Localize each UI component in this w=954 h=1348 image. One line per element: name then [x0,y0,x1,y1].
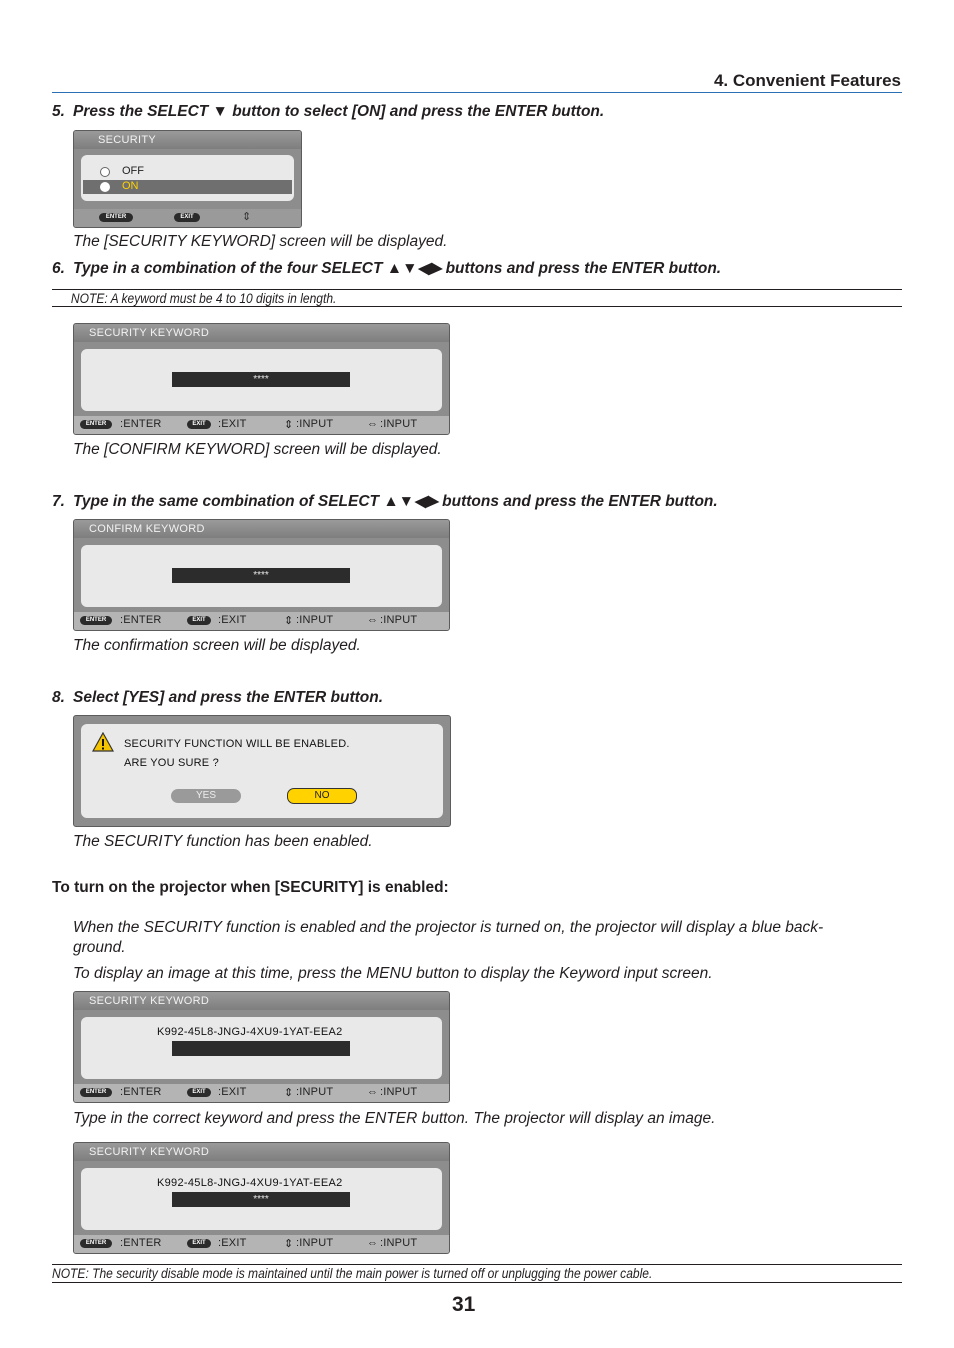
confirmation-dialog [73,715,451,827]
note-disable-mode: NOTE: The security disable mode is maintained until the main power is turned off or unplugging the power cable. [52,1264,902,1283]
enter-key-icon: ENTER [80,1088,112,1097]
confirm-keyword-screen [73,519,450,631]
osd-panel [81,349,442,411]
subheading: To turn on the projector when [SECURITY] is enabled: [52,879,449,896]
no-button[interactable]: NO [287,788,357,804]
osd-footer: ENTER :ENTER EXIT :EXIT ⇕ :INPUT ⇔ :INPUT [74,416,449,434]
dialog-panel [81,724,443,818]
dialog-message: SECURITY FUNCTION WILL BE ENABLED. [124,738,350,750]
enter-key-icon: ENTER [80,420,112,429]
enter-key-icon: ENTER [80,616,112,625]
osd-footer: ENTER :ENTER EXIT :EXIT ⇕ :INPUT ⇔ :INPUT [74,612,449,630]
exit-key-icon: EXIT [187,616,211,625]
leftright-arrow-icon: ⇔ [367,1086,379,1098]
keyword-input[interactable]: **** [172,372,350,387]
security-keyword-input-screen [73,991,450,1103]
paragraph-1-line-2: ground. [73,939,126,956]
osd-footer: ENTER :ENTER EXIT :EXIT ⇕ :INPUT ⇔ :INPUT [74,1235,449,1253]
security-keyword-entered-screen [73,1142,450,1254]
osd-title: CONFIRM KEYWORD [74,520,449,538]
osd-footer: ENTER :ENTER EXIT :EXIT ⇕ :INPUT ⇔ :INPUT [74,1084,449,1102]
updown-arrow-icon: ⇕ [284,1087,294,1099]
caption-enabled: The SECURITY function has been enabled. [73,833,373,850]
leftright-arrow-icon: ⇔ [367,614,379,626]
note-keyword-length: NOTE: A keyword must be 4 to 10 digits in length. [52,289,902,307]
option-off[interactable]: OFF [83,165,292,179]
osd-title: SECURITY KEYWORD [74,992,449,1010]
updown-arrow-icon: ⇕ [284,1238,294,1250]
section-header [52,70,902,93]
osd-panel [81,545,442,607]
osd-footer [74,209,301,227]
osd-panel [81,1017,442,1079]
paragraph-1-line-1: When the SECURITY function is enabled and the projector is turned on, the projector will display a blue back- [73,919,824,936]
query-code: K992-45L8-JNGJ-4XU9-1YAT-EEA2 [157,1177,343,1189]
step-7: 7. Type in the same combination of SELECT ▲▼◀▶ buttons and press the ENTER button. [52,493,718,510]
exit-key-icon: EXIT [187,1088,211,1097]
exit-key-icon: EXIT [187,420,211,429]
updown-arrow-icon: ⇕ [284,419,294,431]
leftright-arrow-icon: ⇔ [367,418,379,430]
step-8: 8. Select [YES] and press the ENTER button. [52,689,384,706]
osd-panel [81,1168,442,1230]
updown-arrow-icon: ⇕ [284,615,294,627]
osd-title: SECURITY KEYWORD [74,324,449,342]
caption-type-keyword: Type in the correct keyword and press the ENTER button. The projector will display an image. [73,1110,716,1127]
leftright-arrow-icon: ⇔ [367,1237,379,1249]
caption-confirmation: The confirmation screen will be displayed. [73,637,361,654]
osd-title: SECURITY KEYWORD [74,1143,449,1161]
exit-key-icon: EXIT [187,1239,211,1248]
updown-arrow-icon: ⇕ [242,211,252,223]
caption-confirm-screen: The [CONFIRM KEYWORD] screen will be displayed. [73,441,442,458]
caption-keyword-screen: The [SECURITY KEYWORD] screen will be displayed. [73,233,448,250]
dialog-question: ARE YOU SURE ? [124,757,219,769]
keyword-input[interactable]: **** [172,568,350,583]
exit-key-icon: EXIT [174,213,200,222]
enter-key-icon: ENTER [99,213,133,222]
security-menu-screen [73,130,302,228]
keyword-input[interactable]: **** [172,1192,350,1207]
radio-on-icon [100,182,110,192]
query-code: K992-45L8-JNGJ-4XU9-1YAT-EEA2 [157,1026,343,1038]
paragraph-2: To display an image at this time, press the MENU button to display the Keyword input screen. [73,965,713,982]
osd-panel [81,155,294,201]
warning-icon [92,732,114,752]
keyword-input[interactable] [172,1041,350,1056]
step-5: 5. Press the SELECT ▼ button to select [ON] and press the ENTER button. [52,103,605,120]
osd-title: SECURITY [74,131,301,149]
option-on-selected[interactable]: ON [83,180,292,194]
step-6: 6. Type in a combination of the four SELECT ▲▼◀▶ buttons and press the ENTER button. [52,260,722,277]
security-keyword-screen [73,323,450,435]
section-title: 4. Convenient Features [713,71,901,90]
enter-key-icon: ENTER [80,1239,112,1248]
yes-button[interactable]: YES [171,789,241,803]
page-number: 31 [452,1293,476,1316]
radio-off-icon [100,167,110,177]
